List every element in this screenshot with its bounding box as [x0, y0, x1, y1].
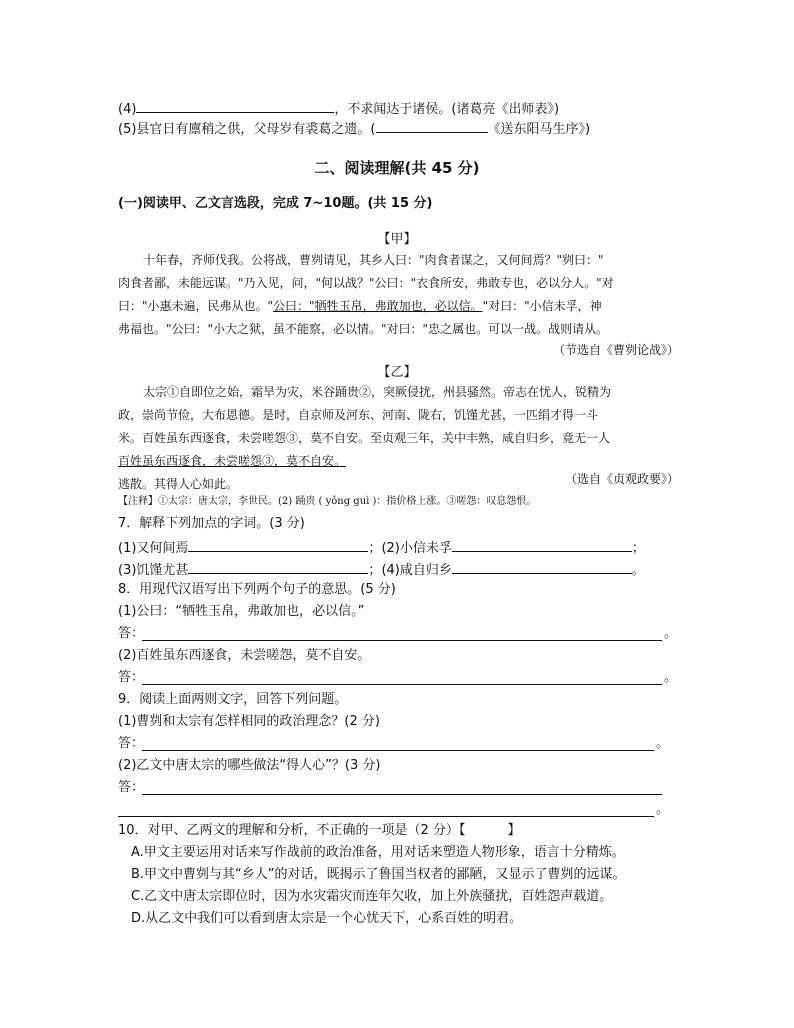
question-9: 9．阅读上面两则文字，回答下列问题。	[118, 692, 348, 707]
answer-blank[interactable]	[452, 538, 632, 552]
passage-a-source: （节选自《曹刿论战》）	[552, 343, 679, 357]
passage-a-line: 肉食者鄙，未能远谋。"乃入见，问，"何以战？"公曰："衣食所安，弗敢专也，必以分人。"对	[118, 276, 614, 290]
question-10: 10．对甲、乙两文的理解和分析，不正确的一项是（2 分）【 】	[118, 823, 521, 838]
answer-line[interactable]	[118, 816, 654, 817]
passage-b-line: 米。百姓虽东西逐食，未尝嗟怨③，莫不自安。至贞观三年，关中丰熟，咸自归乡，竟无一人	[118, 431, 611, 445]
passage-a-line: 曰："小惠未遍，民弗从也。"公曰："牺牲玉帛，弗敢加也，必以信。"对曰："小信未孚，神	[118, 299, 602, 313]
passage-b-label: 【乙】	[377, 365, 417, 380]
passage-b-line: 百姓虽东西逐食，未尝嗟怨③，莫不自安。	[118, 454, 347, 468]
passage-b-line: 太宗①自即位之始，霜旱为灾，米谷踊贵②，突厥侵扰，州县骚然。帝志在忧人，锐精为	[143, 385, 612, 399]
q7-row: (3)饥馑尤甚 ；(4)咸自归乡 。	[118, 560, 645, 579]
answer-blank[interactable]	[452, 560, 632, 574]
passage-b-line: 政，崇尚节俭，大布恩德。是时，自京师及河东、河南、陇右，饥馑尤甚，一匹绢才得一斗	[118, 408, 599, 422]
option-b: B.甲文中曹刿与其“乡人”的对话，既揭示了鲁国当权者的鄙陋，又显示了曹刿的远谋。	[131, 867, 626, 882]
answer-line[interactable]	[142, 794, 662, 795]
q7-row: (1)又何间焉 ；(2)小信未孚 ；	[118, 538, 645, 557]
answer-label: 答：	[118, 780, 145, 795]
passage-b-source: （选自《贞观政要》）	[564, 472, 679, 486]
section-title: 二、阅读理解(共 45 分)	[314, 159, 480, 177]
passage-a-line: 弗福也。"公曰："小大之狱，虽不能察，必以情。"对曰："忠之属也。可以一战。战则请从。	[118, 322, 609, 336]
passage-a-label: 【甲】	[377, 232, 417, 247]
q9-item: (1)曹刿和太宗有怎样相同的政治理念？(2 分)	[118, 714, 380, 729]
period: 。	[664, 626, 678, 641]
option-a: A.甲文主要运用对话来写作战前的政治准备，用对话来塑造人物形象，语言十分精炼。	[131, 845, 625, 860]
q8-item: (1)公曰：“牺牲玉帛，弗敢加也，必以信。”	[118, 604, 365, 619]
answer-blank[interactable]	[376, 119, 488, 133]
q-fill-4: (4) ，不求闻达于诸侯。(诸葛亮《出师表》)	[118, 99, 559, 118]
answer-blank[interactable]	[188, 560, 368, 574]
answer-line[interactable]	[142, 750, 654, 751]
subsection-title: (一)阅读甲、乙文言选段，完成 7~10题。(共 15 分)	[118, 196, 433, 211]
answer-blank[interactable]	[188, 538, 368, 552]
answer-label: 答：	[118, 626, 145, 641]
answer-line[interactable]	[142, 684, 662, 685]
answer-line[interactable]	[142, 640, 662, 641]
q-fill-5: (5)县官日有廪稍之供，父母岁有裘葛之遗。( 《送东阳马生序》)	[118, 119, 590, 138]
option-c: C.乙文中唐太宗即位时，因为水灾霜灾而连年欠收，加上外族骚扰，百姓怨声载道。	[131, 889, 613, 904]
passage-b-line: 逃散。其得人心如此。	[118, 477, 239, 491]
answer-label: 答：	[118, 670, 145, 685]
annotation-note: 【注释】①太宗：唐太宗，李世民。(2) 踊贵 ( yǒng guì )：指价格上涨。③嗟怨：叹息怨恨。	[118, 496, 537, 507]
period: 。	[656, 736, 670, 751]
option-d: D.从乙文中我们可以看到唐太宗是一个心忧天下，心系百姓的明君。	[131, 911, 523, 926]
period: 。	[656, 802, 670, 817]
passage-a-line: 十年春，齐师伐我。公将战，曹刿请见，其乡人曰："肉食者谋之，又何间焉？"刿曰："	[143, 253, 604, 267]
question-7: 7．解释下列加点的字词。(3 分)	[118, 516, 305, 531]
q9-item: (2)乙文中唐太宗的哪些做法“得人心”？(3 分)	[118, 758, 381, 773]
answer-blank[interactable]	[136, 99, 334, 113]
question-8: 8．用现代汉语写出下列两个句子的意思。(5 分)	[118, 582, 396, 597]
q8-item: (2)百姓虽东西逐食，未尝嗟怨，莫不自安。	[118, 648, 371, 663]
answer-label: 答：	[118, 736, 145, 751]
period: 。	[664, 670, 678, 685]
